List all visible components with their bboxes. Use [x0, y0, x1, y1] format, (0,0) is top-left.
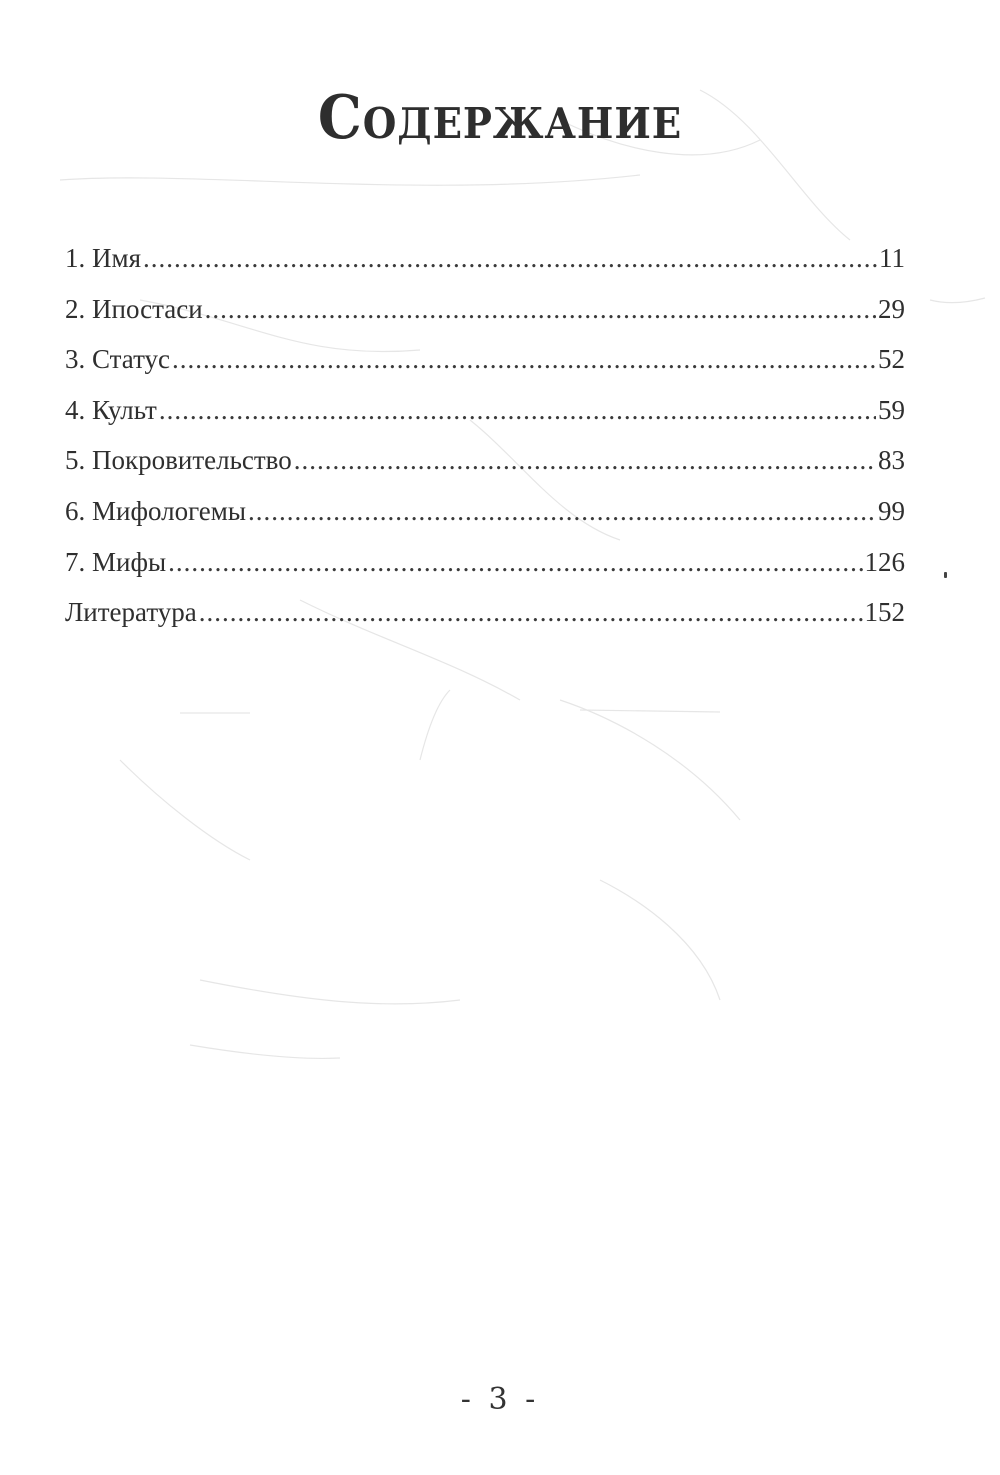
toc-entry[interactable] [65, 489, 905, 540]
toc-entry-label: 3. Статус [65, 344, 170, 375]
toc-entry-label: 2. Ипостаси [65, 293, 203, 324]
toc-entry-page: 52 [878, 344, 905, 375]
toc-leader-dots [294, 438, 876, 482]
toc-entry-page: 29 [878, 293, 905, 324]
toc-leader-dots [143, 236, 877, 280]
toc-entry-page: 126 [864, 546, 905, 577]
toc-leader-dots [168, 540, 862, 584]
toc-entry-label: 4. Культ [65, 394, 157, 425]
toc-leader-dots [248, 489, 876, 533]
toc-entry-label: 1. Имя [65, 243, 142, 273]
toc-entry-page: 59 [878, 394, 905, 425]
toc-entry[interactable] [65, 590, 905, 641]
toc-entry-page: 83 [878, 445, 905, 476]
toc-entry-label: 5. Покровительство [65, 445, 292, 476]
toc-entry-page: 11 [879, 243, 905, 273]
page-title: Содержание [317, 83, 683, 153]
toc-entry[interactable] [65, 438, 905, 489]
toc-entry-label: 6. Мифологемы [65, 495, 246, 526]
toc-entry[interactable] [65, 236, 905, 287]
toc-leader-dots [199, 590, 863, 634]
toc-entry-page: 99 [878, 495, 905, 526]
toc-entry[interactable] [65, 388, 905, 439]
toc-entry[interactable] [65, 540, 905, 591]
toc-entry[interactable] [65, 337, 905, 388]
toc-entry-label: 7. Мифы [65, 546, 167, 577]
page-number: - 3 - [460, 1382, 540, 1417]
toc-leader-dots [205, 287, 876, 331]
table-of-contents [65, 236, 905, 641]
toc-leader-dots [159, 388, 876, 432]
ink-speck [944, 572, 947, 578]
toc-entry[interactable] [65, 287, 905, 338]
toc-entry-label: Литература [65, 597, 197, 628]
toc-entry-page: 152 [864, 597, 905, 628]
toc-leader-dots [172, 337, 876, 381]
